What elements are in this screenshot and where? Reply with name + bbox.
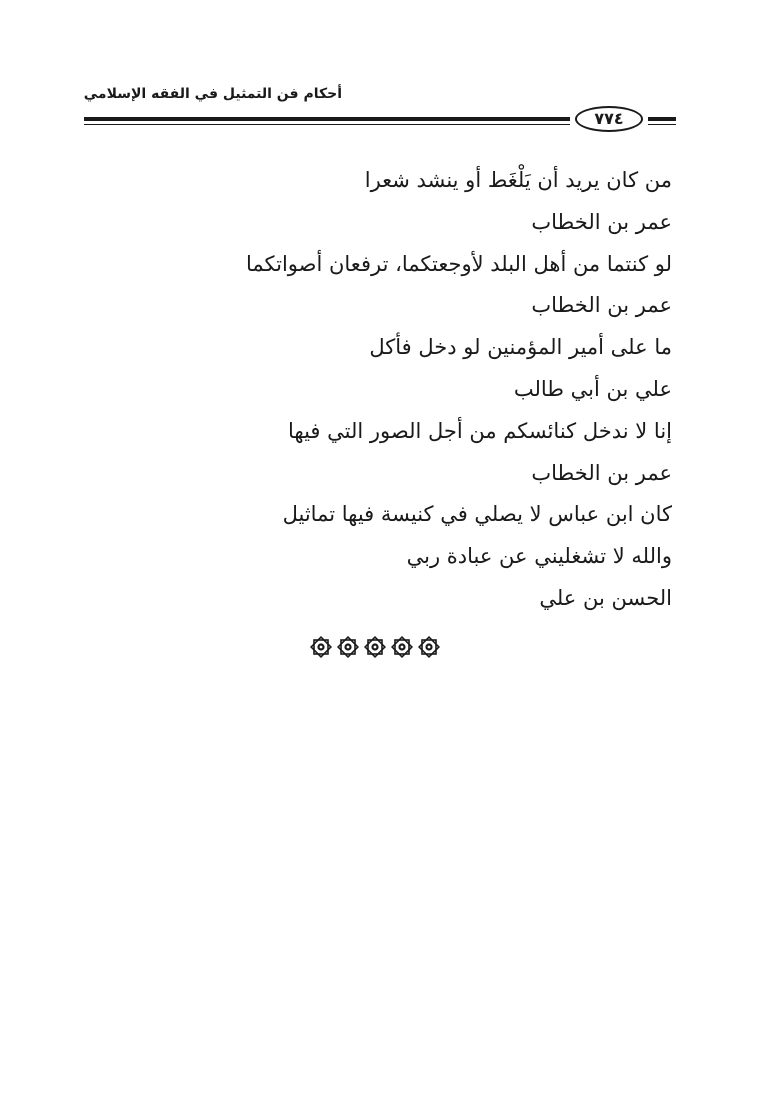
- list-item: الحسن بن علي: [539, 585, 672, 610]
- page-number-badge: ٧٧٤: [575, 106, 643, 132]
- list-item: عمر بن الخطاب: [531, 460, 672, 485]
- list-item: إنا لا ندخل كنائسكم من أجل الصور التي فيها: [287, 418, 672, 443]
- rosette-ornament-icon: [391, 636, 413, 658]
- list-item: من كان يريد أن يَلْغَط أو ينشد شعرا: [364, 168, 672, 192]
- rosette-ornament-icon: [337, 636, 359, 658]
- header-rule-right-thick: [648, 117, 676, 121]
- list-item: عمر بن الخطاب: [531, 293, 672, 318]
- rosette-ornament-icon: [418, 636, 440, 658]
- header-rule-right-thin: [648, 124, 676, 125]
- list-item: علي بن أبي طالب: [513, 376, 672, 401]
- header-rule-thick: [84, 117, 570, 121]
- rosette-ornament-icon: [310, 636, 332, 658]
- index-list: [232, 160, 672, 620]
- header-rule-thin: [84, 124, 570, 125]
- list-item: كان ابن عباس لا يصلي في كنيسة فيها تماثيل: [282, 502, 672, 527]
- list-item: ما على أمير المؤمنين لو دخل فأكل: [369, 335, 672, 360]
- section-end-ornaments: [310, 636, 440, 662]
- rosette-ornament-icon: [364, 636, 386, 658]
- list-item: عمر بن الخطاب: [531, 209, 672, 234]
- list-item: والله لا تشغليني عن عبادة ربي: [406, 544, 672, 569]
- running-header-title: أحكام فن التمثيل في الفقه الإسلامي: [83, 86, 342, 102]
- list-item: لو كنتما من أهل البلد لأوجعتكما، ترفعان أصواتكما: [245, 251, 672, 276]
